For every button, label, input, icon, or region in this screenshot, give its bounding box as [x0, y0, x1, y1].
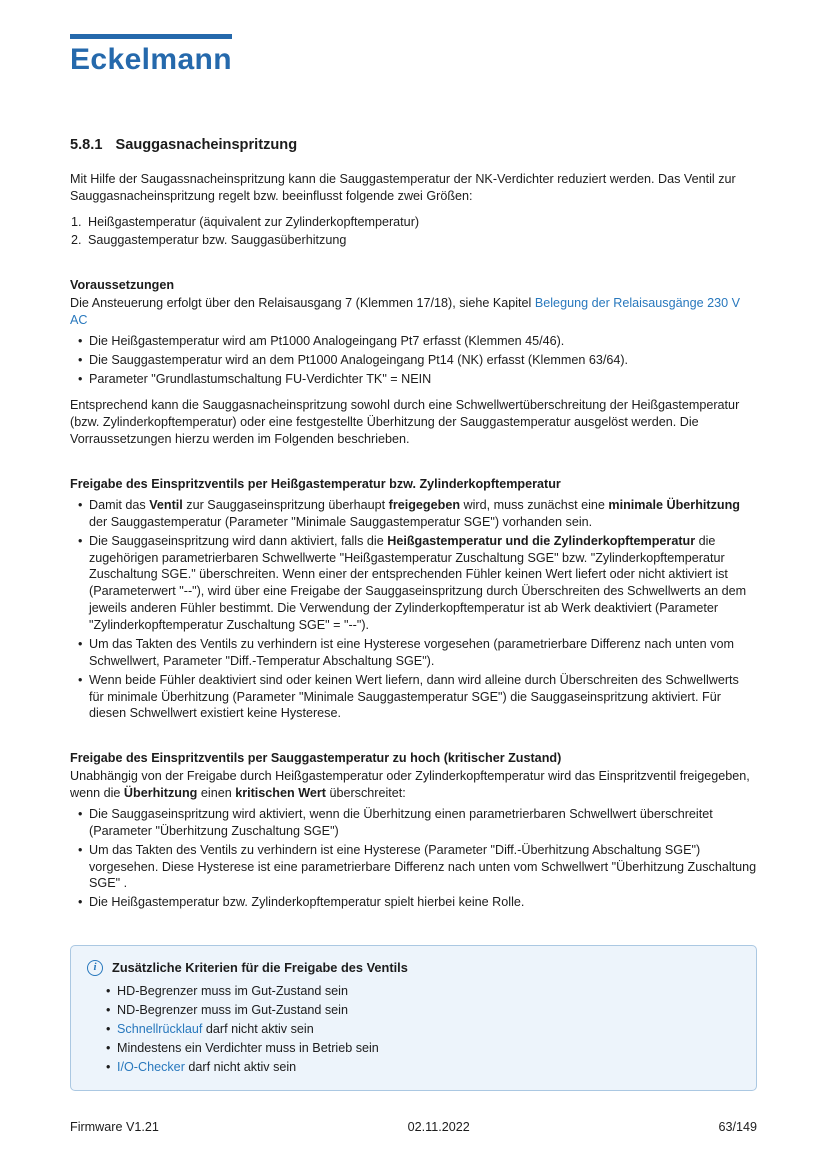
list-item — [89, 672, 757, 723]
text-run: Um das Takten des Ventils zu verhindern ist eine Hysterese vorgesehen (parametrierbare Differenz nach unten vom Schwellwert, Parameter "Diff.-Temperatur Abschaltung SGE"). — [89, 636, 734, 668]
hotgas-release-list — [70, 497, 757, 722]
text-run: zur Sauggaseinspritzung überhaupt — [182, 497, 389, 512]
text-run: der Sauggastemperatur (Parameter "Minimale Sauggastemperatur SGE") vorhanden sein. — [89, 514, 593, 529]
list-item — [117, 1002, 740, 1019]
text-run: Die Ansteuerung erfolgt über den Relaisausgang 7 (Klemmen 17/18), siehe Kapitel — [70, 296, 535, 311]
text-run: Mindestens ein Verdichter muss in Betrieb sein — [117, 1041, 379, 1055]
intro-numbered-list — [70, 214, 757, 249]
text-run: Die Sauggaseinspritzung wird aktiviert, wenn die Überhitzung einen parametrierbaren Schwellwert überschreitet (Parameter "Überhitzung Zuschaltung SGE") — [89, 806, 713, 838]
list-item — [117, 1040, 740, 1057]
list-item — [89, 333, 757, 350]
text-run: wird, muss zunächst eine — [460, 497, 609, 512]
list-text: Heißgastemperatur (äquivalent zur Zylinderkopftemperatur) — [88, 215, 420, 230]
list-item — [70, 214, 757, 231]
list-item — [70, 232, 757, 249]
list-text: Sauggastemperatur bzw. Sauggasüberhitzung — [88, 233, 347, 248]
text-run: Damit das — [89, 497, 150, 512]
list-number: 2. — [71, 233, 82, 248]
info-box — [70, 945, 757, 1091]
bold-text: freigegeben — [388, 497, 461, 512]
text-run: Die Sauggastemperatur wird an dem Pt1000 Analogeingang Pt14 (NK) erfasst (Klemmen 63/64). — [89, 352, 629, 367]
text-run: Die Sauggaseinspritzung wird dann aktiviert, falls die — [89, 533, 388, 548]
bold-text: kritischen Wert — [235, 786, 326, 801]
section-number: 5.8.1 — [70, 137, 103, 154]
text-run: Entsprechend kann die Sauggasnacheinspritzung sowohl durch eine Schwellwertüberschreitung der Heißgastemperatur (bzw. Zylinderkopftemperatur) oder eine festgestellte Überhitzung der Sauggastemperatur ausgelöst werden. Die Vorraussetzungen hierzu werden im Folgenden beschrieben. — [70, 398, 740, 447]
list-item — [89, 636, 757, 670]
text-run: darf nicht aktiv sein — [202, 1022, 314, 1037]
prerequisites-intro — [70, 295, 757, 329]
text-run: einen — [197, 786, 236, 801]
doc-link[interactable]: Schnellrücklauf — [117, 1022, 203, 1037]
text-run: darf nicht aktiv sein — [184, 1059, 297, 1074]
list-item — [89, 894, 757, 911]
text-run: Unabhängig von der Freigabe durch Heißgastemperatur oder Zylinderkopftemperatur wird das Einspritzventil freigegeben, wenn die — [70, 769, 750, 801]
suction-release-list — [70, 806, 757, 911]
info-box-list — [87, 983, 740, 1075]
list-item — [89, 842, 757, 893]
suction-release-heading: Freigabe des Einspritzventils per Sauggastemperatur zu hoch (kritischer Zustand) — [70, 751, 562, 766]
text-run: überschreitet: — [325, 786, 406, 801]
bold-text: Heißgastemperatur und die Zylinderkopftemperatur — [387, 533, 696, 548]
company-logo-text: Eckelmann — [70, 43, 233, 76]
prerequisites-list — [70, 333, 757, 388]
list-item — [117, 983, 740, 1000]
list-number: 1. — [71, 215, 82, 230]
text-run: HD-Begrenzer muss im Gut-Zustand sein — [117, 984, 348, 999]
text-run: Mit Hilfe der Saugassnacheinspritzung kann die Sauggastemperatur der NK-Verdichter reduziert werden. Das Ventil zur Sauggasnacheinspritzung regelt bzw. beeinflusst folgende zwei Größen: — [70, 171, 736, 203]
text-run: ND-Begrenzer muss im Gut-Zustand sein — [117, 1003, 348, 1018]
list-item — [117, 1021, 740, 1038]
suction-release-intro — [70, 768, 757, 802]
text-run: die zugehörigen parametrierbaren Schwellwerte "Heißgastemperatur Zuschaltung SGE" bzw. "Zylinderkopftemperatur Zuschaltung SGE." überschreiten. Wenn einer der entsprechenden Fühler keinen Wert liefert oder nicht aktiviert ist (Parameterwert "--"), wird über eine Freigabe der Sauggaseinspritzung durch Überschreiten des Schwellwerts an dem jeweils anderen Fühler bestimmt. Die Verwendung der Zylinderkopftemperatur ist ab Werk deaktiviert (Parameter "Zylinderkopftemperatur Zuschaltung SGE" = "--"). — [89, 533, 747, 633]
prerequisites-outro — [70, 397, 757, 448]
bold-text: Ventil — [149, 497, 183, 512]
section-heading — [70, 136, 757, 156]
page-footer — [70, 1119, 757, 1136]
text-run: Um das Takten des Ventils zu verhindern ist eine Hysterese (Parameter "Diff.-Überhitzung Abschaltung SGE") vorgesehen. Diese Hysterese ist eine parametrierbare Differenz nach unten vom Schwellwert "Überhitzung Zuschaltung SGE" . — [89, 842, 757, 891]
company-logo — [70, 34, 232, 80]
list-item — [89, 806, 757, 840]
footer-date: 02.11.2022 — [407, 1120, 470, 1135]
text-run: Parameter "Grundlastumschaltung FU-Verdichter TK" = NEIN — [89, 371, 432, 386]
bold-text: Überhitzung — [123, 786, 198, 801]
list-item — [117, 1059, 740, 1076]
footer-page-number: 63/149 — [718, 1120, 757, 1135]
doc-link[interactable]: I/O-Checker — [117, 1059, 185, 1074]
bold-text: minimale Überhitzung — [608, 497, 740, 512]
list-item — [89, 533, 757, 634]
info-icon: i — [87, 960, 103, 976]
page-header — [70, 34, 757, 80]
list-item — [89, 497, 757, 531]
hotgas-release-heading: Freigabe des Einspritzventils per Heißgastemperatur bzw. Zylinderkopftemperatur — [70, 477, 561, 492]
text-run: Die Heißgastemperatur bzw. Zylinderkopftemperatur spielt hierbei keine Rolle. — [89, 895, 525, 910]
intro-paragraph — [70, 171, 757, 205]
text-run: Wenn beide Fühler deaktiviert sind oder keinen Wert liefern, dann wird alleine durch Überschreiten des Schwellwerts für minimale Überhitzung (Parameter "Minimale Sauggastemperatur SGE") die Sauggaseinspritzung aktiviert. Für diesen Schwellwert existiert keine Hysterese. — [89, 672, 739, 721]
text-run: Die Heißgastemperatur wird am Pt1000 Analogeingang Pt7 erfasst (Klemmen 45/46). — [89, 333, 565, 348]
list-item — [89, 371, 757, 388]
list-item — [89, 352, 757, 369]
prerequisites-heading: Voraussetzungen — [70, 278, 175, 293]
info-box-title: Zusätzliche Kriterien für die Freigabe des Ventils — [112, 960, 408, 976]
info-box-header — [87, 959, 740, 976]
doc-link[interactable]: Belegung der Relaisausgänge 230 V AC — [70, 296, 741, 327]
document-body — [70, 136, 757, 1091]
section-title: Sauggasnacheinspritzung — [115, 137, 298, 154]
footer-firmware-version: Firmware V1.21 — [70, 1120, 159, 1135]
